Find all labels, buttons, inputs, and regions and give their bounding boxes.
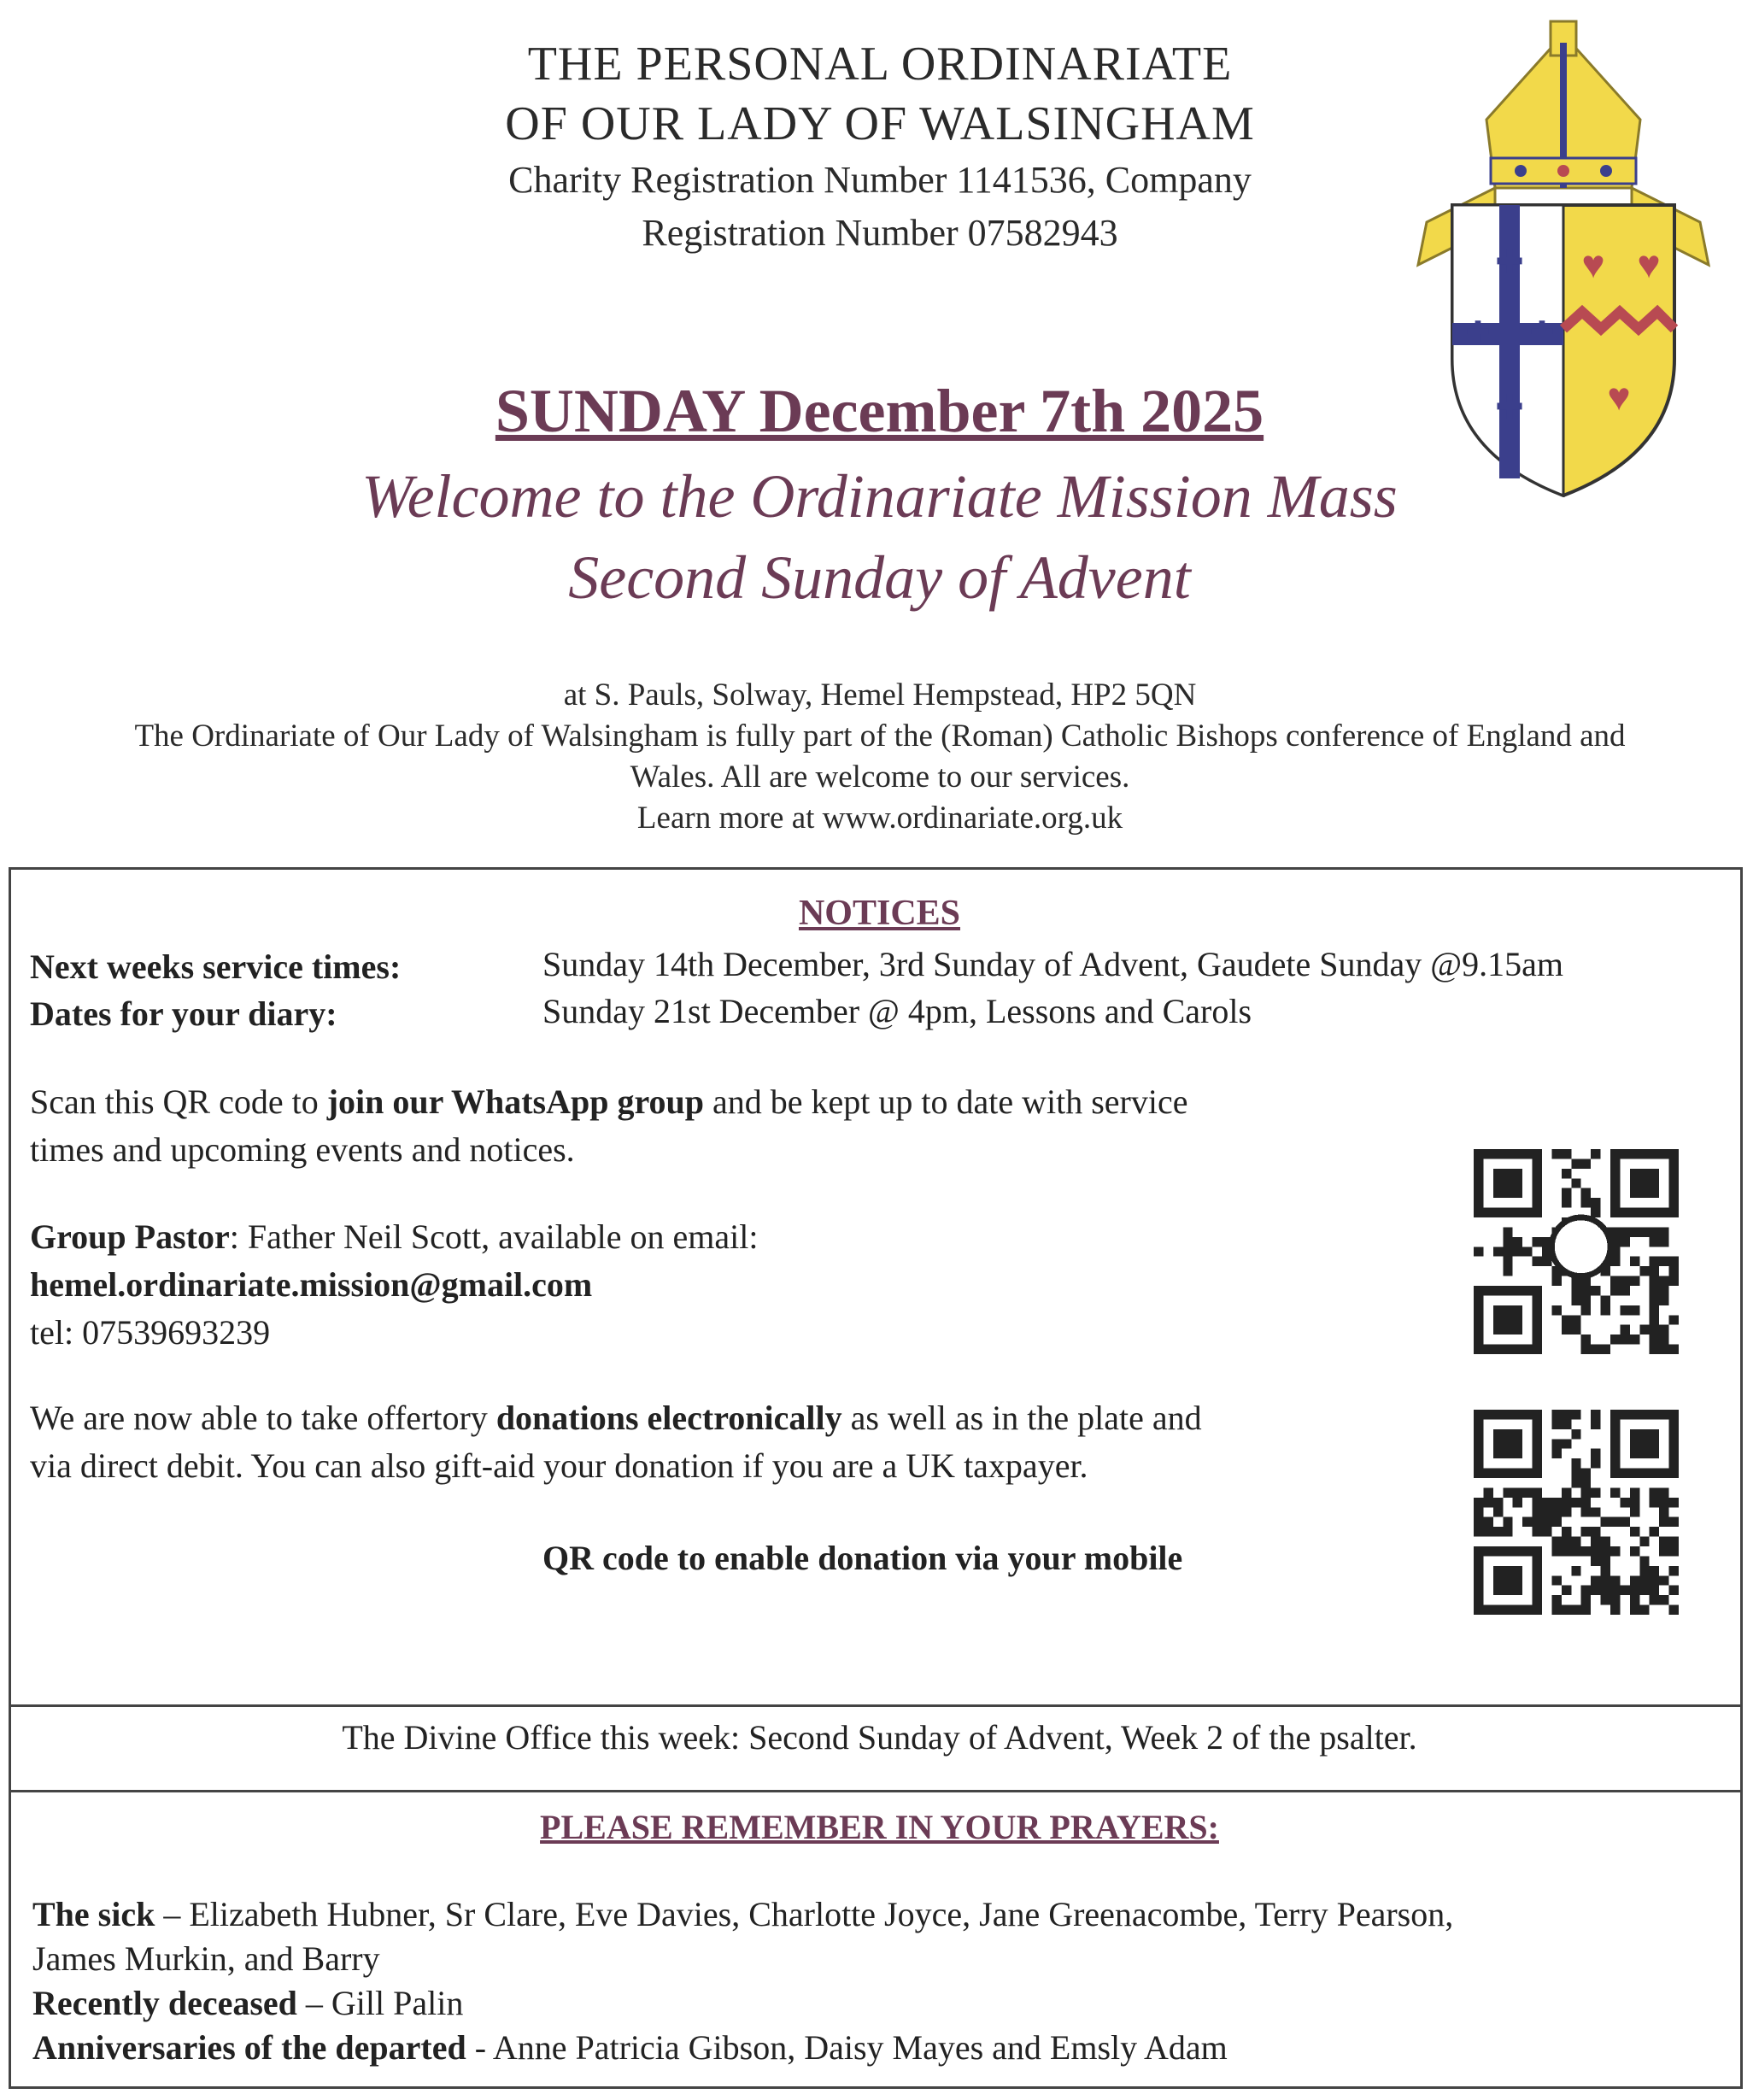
welcome-heading: Welcome to the Ordinariate Mission Mass <box>361 462 1398 531</box>
occasion-heading: Second Sunday of Advent <box>568 543 1191 612</box>
anniversaries-label: Anniversaries of the departed <box>32 2028 466 2067</box>
prayers-list <box>32 1892 1733 2070</box>
pastor-email: hemel.ordinariate.mission@gmail.com <box>30 1265 593 1304</box>
org-name-line2: OF OUR LADY OF WALSINGHAM <box>505 97 1255 150</box>
svg-text:✚: ✚ <box>1495 243 1524 281</box>
svg-text:♥: ♥ <box>1607 375 1631 419</box>
diary-label: Dates for your diary: <box>30 994 337 1033</box>
whatsapp-text-line2: times and upcoming events and notices. <box>30 1130 575 1169</box>
pastor-tel: tel: 07539693239 <box>30 1313 271 1352</box>
donation-bold-text: donations electronically <box>495 1399 842 1437</box>
registration-line1: Charity Registration Number 1141536, Company <box>508 159 1252 201</box>
pastor-label: Group Pastor <box>30 1217 230 1256</box>
address-line: at S. Pauls, Solway, Hemel Hempstead, HP2 5QN <box>563 678 1197 713</box>
donation-text-end: as well as in the plate and <box>841 1399 1202 1437</box>
svg-text:✚: ✚ <box>1465 317 1491 349</box>
sick-text: – Elizabeth Hubner, Sr Clare, Eve Davies, Charlotte Joyce, Jane Greenacombe, Terry Pearson, <box>155 1895 1454 1933</box>
whatsapp-text-end: and be kept up to date with service <box>704 1082 1188 1121</box>
divine-office-line: The Divine Office this week: Second Sunday of Advent, Week 2 of the psalter. <box>342 1718 1417 1757</box>
whatsapp-notice <box>30 1078 1188 1174</box>
sick-entry <box>32 1892 1733 1937</box>
anniversaries-text: - Anne Patricia Gibson, Daisy Mayes and Emsly Adam <box>466 2028 1228 2067</box>
description-line1: The Ordinariate of Our Lady of Walsingham is fully part of the (Roman) Catholic Bishops conference of England and <box>134 719 1626 754</box>
qr-code-icon <box>1474 1149 1679 1354</box>
svg-text:✚: ✚ <box>1529 317 1555 349</box>
notices-heading: NOTICES <box>798 894 961 933</box>
pastor-notice <box>30 1213 758 1357</box>
org-name-line1: THE PERSONAL ORDINARIATE <box>527 38 1233 91</box>
svg-text:♥: ♥ <box>1637 243 1661 286</box>
sick-label: The sick <box>32 1895 155 1933</box>
qr-code-icon <box>1474 1410 1679 1615</box>
qr-caption: QR code to enable donation via your mobile <box>542 1539 1183 1577</box>
whatsapp-bold-text: join our WhatsApp group <box>326 1082 705 1121</box>
description-line2: Wales. All are welcome to our services. <box>630 760 1130 795</box>
svg-text:✚: ✚ <box>1495 388 1524 426</box>
diary-value: Sunday 21st December @ 4pm, Lessons and Carols <box>542 992 1252 1030</box>
location-block <box>34 675 1726 839</box>
deceased-text: – Gill Palin <box>296 1984 464 2022</box>
pastor-text: : Father Neil Scott, available on email: <box>229 1217 759 1256</box>
anniversaries-entry <box>32 2026 1733 2070</box>
donation-text: We are now able to take offertory <box>30 1399 496 1437</box>
donation-text-line2: via direct debit. You can also gift-aid your donation if you are a UK taxpayer. <box>30 1446 1088 1485</box>
next-service-value: Sunday 14th December, 3rd Sunday of Advent, Gaudete Sunday @9.15am <box>542 945 1563 983</box>
divider <box>9 1704 1743 1707</box>
next-service-label: Next weeks service times: <box>30 947 402 986</box>
deceased-entry <box>32 1981 1733 2026</box>
donation-notice <box>30 1394 1202 1490</box>
service-date-title: SUNDAY December 7th 2025 <box>495 377 1264 445</box>
document-header <box>325 34 1435 260</box>
registration-line2: Registration Number 07582943 <box>642 212 1118 254</box>
sick-entry-line2: James Murkin, and Barry <box>32 1939 380 1978</box>
whatsapp-text: Scan this QR code to <box>30 1082 327 1121</box>
divider <box>9 1790 1743 1792</box>
svg-text:♥: ♥ <box>1581 243 1605 286</box>
website-line: Learn more at www.ordinariate.org.uk <box>636 801 1123 836</box>
deceased-label: Recently deceased <box>32 1984 297 2022</box>
prayers-heading: PLEASE REMEMBER IN YOUR PRAYERS: <box>540 1808 1219 1846</box>
